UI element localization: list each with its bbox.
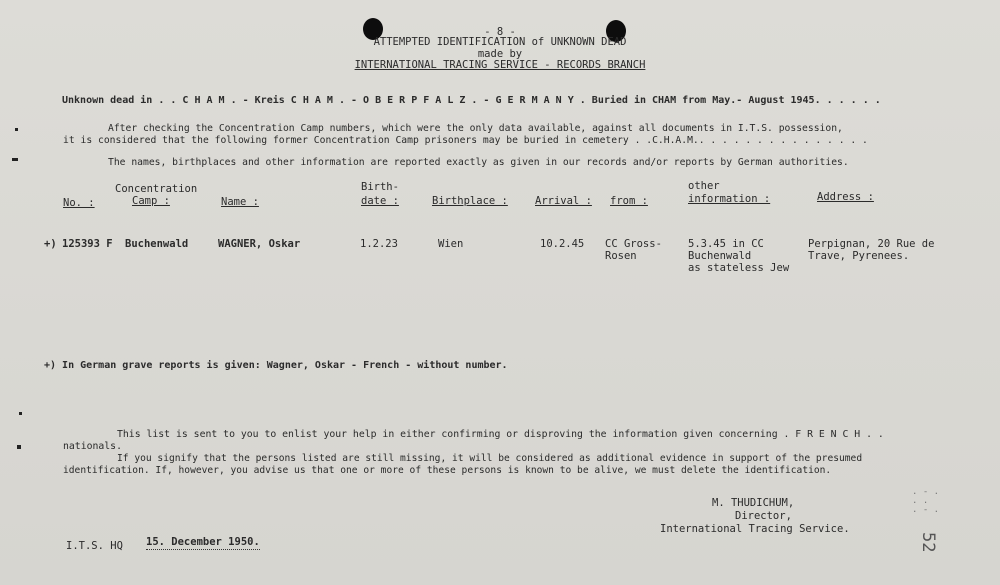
organization-heading: INTERNATIONAL TRACING SERVICE - RECORDS BRANCH — [354, 59, 646, 71]
cell-other-line2: Buchenwald — [688, 250, 752, 262]
checking-line-2: it is considered that the following former Concentration Camp prisoners may be buried in cemetery . .C.H.A.M.. . . . . . . . . . . . . . . — [63, 135, 868, 146]
margin-mark — [15, 128, 18, 131]
unknown-dead-line: Unknown dead in . . C H A M . - Kreis C H A M . - O B E R P F A L Z . - G E R M A N Y . Buried in CHAM from May.- August 1945. . . . . . — [62, 95, 881, 106]
header-name: Name : — [221, 196, 259, 208]
header-birth-line2: date : — [361, 195, 399, 207]
header-no: No. : — [63, 197, 95, 209]
margin-mark — [12, 158, 18, 161]
signify-line-1: If you signify that the persons listed are still missing, it will be considered as additional evidence in support of the presumed — [117, 453, 863, 464]
place-label: I.T.S. HQ — [66, 540, 123, 552]
cell-other-line1: 5.3.45 in CC — [688, 238, 764, 250]
row-marker: +) — [44, 238, 57, 250]
header-arrival: Arrival : — [535, 195, 592, 207]
header-birth-line1: Birth- — [361, 181, 399, 193]
margin-mark — [19, 412, 22, 415]
header-other-line2: information : — [688, 193, 771, 205]
signatory-org: International Tracing Service. — [660, 523, 850, 535]
names-info-line: The names, birthplaces and other information are reported exactly as given in our records and/or reports by German authorities. — [108, 157, 849, 168]
enlist-line: This list is sent to you to enlist your help in either confirming or disproving the information given concerning . F R E N C H . . — [117, 429, 884, 440]
header-camp-line1: Concentration — [115, 183, 198, 195]
header-birthplace: Birthplace : — [432, 195, 508, 207]
cell-address-line2: Trave, Pyrenees. — [808, 250, 910, 262]
cell-other-line3: as stateless Jew — [688, 262, 790, 274]
cell-name: WAGNER, Oskar — [218, 238, 301, 250]
cell-from-line2: Rosen — [605, 250, 637, 262]
checking-line-1: After checking the Concentration Camp numbers, which were the only data available, against all documents in I.T.S. possession, — [108, 123, 843, 134]
cell-birthplace: Wien — [438, 238, 464, 250]
header-other-line1: other — [688, 180, 720, 192]
cell-camp: Buchenwald — [125, 238, 189, 250]
signify-line-2: identification. If, however, you advise us that one or more of these persons is known to be alive, we must delete the identification. — [63, 465, 832, 476]
header-camp-line2: Camp : — [132, 195, 170, 207]
cell-arrival: 10.2.45 — [540, 238, 585, 250]
cell-no: 125393 F — [62, 238, 113, 250]
made-by-label: made by — [477, 48, 523, 60]
margin-mark — [17, 445, 21, 449]
signatory-name: M. THUDICHUM, — [712, 497, 795, 509]
header-address: Address : — [817, 191, 874, 203]
grave-report-footnote: +) In German grave reports is given: Wagner, Oskar - French - without number. — [44, 360, 508, 371]
document-title: ATTEMPTED IDENTIFICATION of UNKNOWN DEAD — [373, 36, 627, 48]
nationals-line: nationals. — [63, 441, 122, 452]
archive-number: 52 — [918, 532, 938, 553]
cell-from-line1: CC Gross- — [605, 238, 662, 250]
cell-address-line1: Perpignan, 20 Rue de — [808, 238, 935, 250]
cell-birthdate: 1.2.23 — [360, 238, 398, 250]
document-date: 15. December 1950. — [146, 536, 260, 548]
header-from: from : — [610, 195, 648, 207]
signatory-title: Director, — [735, 510, 792, 522]
page-number: - 8 - — [484, 26, 516, 38]
archive-stamp-dashes: . - . . . . - . — [912, 487, 940, 515]
